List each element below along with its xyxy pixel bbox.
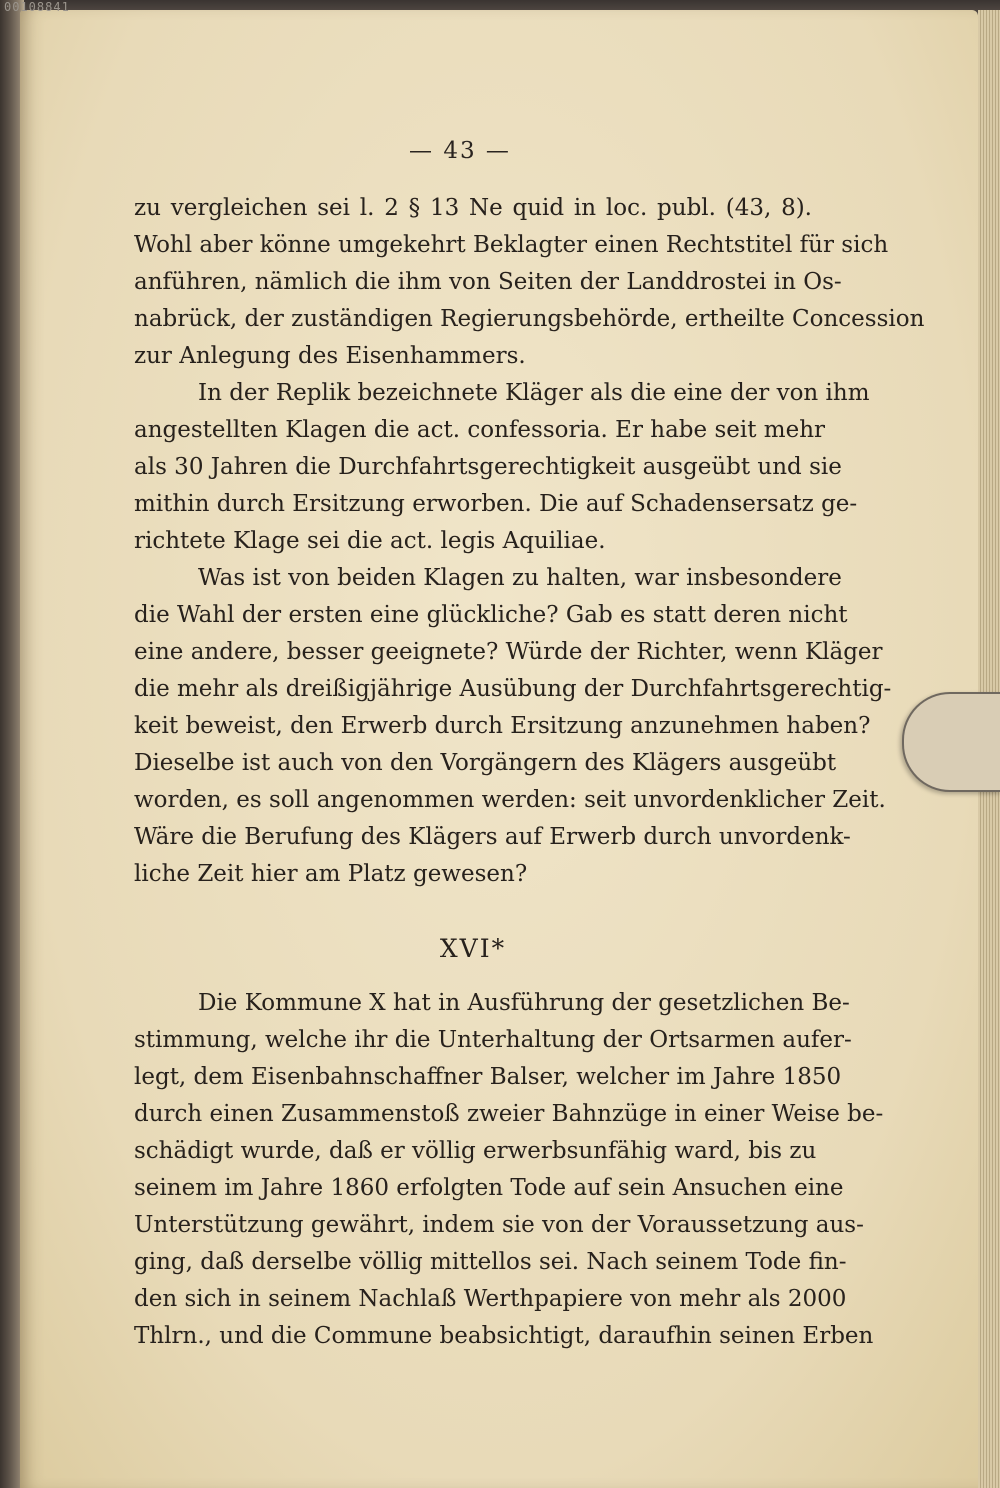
text-line: die Wahl der ersten eine glückliche? Gab es statt deren nicht xyxy=(134,602,848,628)
text-line: mithin durch Ersitzung erworben. Die auf Schadensersatz ge- xyxy=(134,491,858,517)
page-number: — 43 — xyxy=(409,138,511,164)
text-line: anführen, nämlich die ihm von Seiten der Landdrostei in Os- xyxy=(134,269,842,295)
page-body xyxy=(134,190,925,1355)
paragraph xyxy=(134,560,892,893)
text-line: als 30 Jahren die Durchfahrtsgerechtigkeit ausgeübt und sie xyxy=(134,454,842,480)
text-line: Die Kommune X hat in Ausführung der gesetzlichen Be- xyxy=(198,990,850,1016)
scan-label: 00108841 xyxy=(4,0,70,14)
text-line: Thlrn., und die Commune beabsichtigt, daraufhin seinen Erben xyxy=(134,1323,874,1349)
text-line: zu vergleichen sei l. 2 § 13 Ne quid in loc. publ. (43, 8). xyxy=(134,195,812,221)
paragraph xyxy=(134,985,884,1355)
text-line: legt, dem Eisenbahnschaffner Balser, welcher im Jahre 1850 xyxy=(134,1064,842,1090)
text-line: zur Anlegung des Eisenhammers. xyxy=(134,343,526,369)
text-line: schädigt wurde, daß er völlig erwerbsunfähig ward, bis zu xyxy=(134,1138,817,1164)
text-line: In der Replik bezeichnete Kläger als die eine der von ihm xyxy=(198,380,870,406)
text-line: durch einen Zusammenstoß zweier Bahnzüge in einer Weise be- xyxy=(134,1101,884,1127)
text-line: Dieselbe ist auch von den Vorgängern des Klägers ausgeübt xyxy=(134,750,837,776)
paragraph xyxy=(134,375,870,560)
text-line: Was ist von beiden Klagen zu halten, war insbesondere xyxy=(198,565,842,591)
text-line: Wäre die Berufung des Klägers auf Erwerb durch unvordenk- xyxy=(134,824,851,850)
text-line: nabrück, der zuständigen Regierungsbehörde, ertheilte Concession xyxy=(134,306,925,332)
text-line: eine andere, besser geeignete? Würde der Richter, wenn Kläger xyxy=(134,639,883,665)
text-line: liche Zeit hier am Platz gewesen? xyxy=(134,861,528,887)
text-line: ging, daß derselbe völlig mittellos sei. Nach seinem Tode fin- xyxy=(134,1249,847,1275)
bookmark-tab xyxy=(902,692,1000,792)
text-line: Wohl aber könne umgekehrt Beklagter einen Rechtstitel für sich xyxy=(134,232,889,258)
text-line: angestellten Klagen die act. confessoria. Er habe seit mehr xyxy=(134,417,825,443)
text-line: die mehr als dreißigjährige Ausübung der Durchfahrtsgerechtig- xyxy=(134,676,892,702)
paragraph xyxy=(134,190,925,375)
text-line: seinem im Jahre 1860 erfolgten Tode auf sein Ansuchen eine xyxy=(134,1175,844,1201)
text-line: stimmung, welche ihr die Unterhaltung der Ortsarmen aufer- xyxy=(134,1027,852,1053)
text-line: den sich in seinem Nachlaß Werthpapiere von mehr als 2000 xyxy=(134,1286,847,1312)
section-heading: XVI* xyxy=(439,934,507,963)
text-line: richtete Klage sei die act. legis Aquiliae. xyxy=(134,528,606,554)
text-line: keit beweist, den Erwerb durch Ersitzung anzunehmen haben? xyxy=(134,713,871,739)
text-line: worden, es soll angenommen werden: seit unvordenklicher Zeit. xyxy=(134,787,886,813)
section-gap xyxy=(134,893,812,913)
text-line: Unterstützung gewährt, indem sie von der Voraussetzung aus- xyxy=(134,1212,864,1238)
